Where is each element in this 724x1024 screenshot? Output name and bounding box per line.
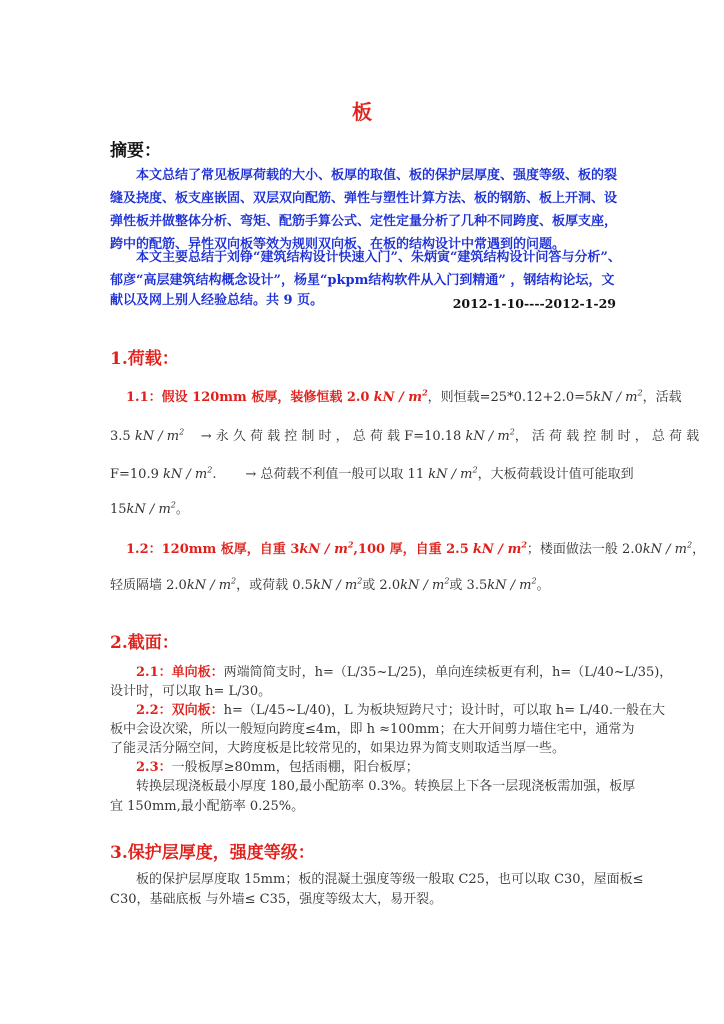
load-line-2: 3.5 kN / $m^2$ → 永 久 荷 载 控 制 时 ， 总 荷 载 F=10.18 kN / $m^2$， 活 荷 载 控 制 时 ， 总 荷 载 xyxy=(110,427,700,444)
abstract-line: 本文主要总结于刘铮“建筑结构设计快速入门”、朱炳寅“建筑结构设计问答与分析”、 xyxy=(136,250,621,265)
abstract-heading: 摘要： xyxy=(110,141,161,161)
section-line: 2.3：一般板厚≥80mm，包括雨棚，阳台板厚； xyxy=(136,760,419,775)
section-line: 宜 150mm,最小配筋率 0.25%。 xyxy=(110,799,305,814)
abstract-line: 弹性板并做整体分析、弯矩、配筋手算公式、定性定量分析了几种不同跨度、板厚支座， xyxy=(110,214,618,229)
date-range: 2012-1-10----2012-1-29 xyxy=(452,296,616,311)
section-line: C30，基础底板 与外墙≤ C35，强度等级太大，易开裂。 xyxy=(110,892,443,907)
abstract-line: 本文总结了常见板厚荷载的大小、板厚的取值、板的保护层厚度、强度等级、板的裂 xyxy=(136,168,618,183)
abstract-line: 献以及网上别人经验总结。共 9 页。 xyxy=(110,293,324,308)
section-line: 2.1：单向板：两端简简支时，h=（L/35~L/25)，单向连续板更有利，h=（L/40~L/35)， xyxy=(136,665,673,680)
load-line-5: 1.2：120mm 板厚，自重 $3kN / m^2,100$ 厚，自重 2.5 kN / $m^2$；楼面做法一般 $2.0kN / m^2$， xyxy=(126,539,706,557)
section-2-heading: 2.截面： xyxy=(110,633,179,653)
section-3-heading: 3.保护层厚度，强度等级： xyxy=(110,843,315,863)
section-line: 2.2：双向板：h=（L/45~L/40)，L 为板块短跨尺寸；设计时，可以取 h= L/40.一般在大 xyxy=(136,703,665,718)
section-line: 了能灵活分隔空间，大跨度板是比较常见的，如果边界为简支则取适当厚一些。 xyxy=(110,741,566,756)
abstract-line: 郁彦“高层建筑结构概念设计”，杨星“pkpm结构软件从入门到精通” ，钢结构论坛，文 xyxy=(110,273,615,288)
section-line: 板中会设次梁，所以一般短向跨度≤4m，即 h ≈100mm；在大开间剪力墙住宅中，通常为 xyxy=(110,722,635,737)
section-1-heading: 1.荷载： xyxy=(110,349,179,369)
load-line-1: 1.1：假设 120mm 板厚，装修恒载 2.0 kN / $m^2$，则恒载$=25*0.12+2.0=5kN / m^2$，活载 xyxy=(126,387,682,405)
section-line: 板的保护层厚度取 15mm；板的混凝土强度等级一般取 C25，也可以取 C30，屋面板≤ xyxy=(136,872,644,887)
load-line-3: F=10.9 kN / $m^2$. → 总荷载不利值一般可以取 11 kN / $m^2$，大板荷载设计值可能取到 xyxy=(110,465,634,482)
load-line-6: 轻质隔墙 $2.0kN / m^2$，或荷载 $0.5kN / m^2$或 $2.0kN / m^2$或 $3.5kN / m^2$。 xyxy=(110,576,550,593)
section-line: 设计时，可以取 h= L/30。 xyxy=(110,684,272,699)
document-title: 板 xyxy=(352,100,372,124)
load-line-4: $15kN / m^2$。 xyxy=(110,500,189,517)
abstract-line: 跨中的配筋、异性双向板等效为规则双向板、在板的结构设计中常遇到的问题。 xyxy=(110,237,566,252)
section-line: 转换层现浇板最小厚度 180,最小配筋率 0.3%。转换层上下各一层现浇板需加强，板厚 xyxy=(136,779,636,794)
abstract-line: 缝及挠度、板支座嵌固、双层双向配筋、弹性与塑性计算方法、板的钢筋、板上开洞、设 xyxy=(110,191,618,206)
